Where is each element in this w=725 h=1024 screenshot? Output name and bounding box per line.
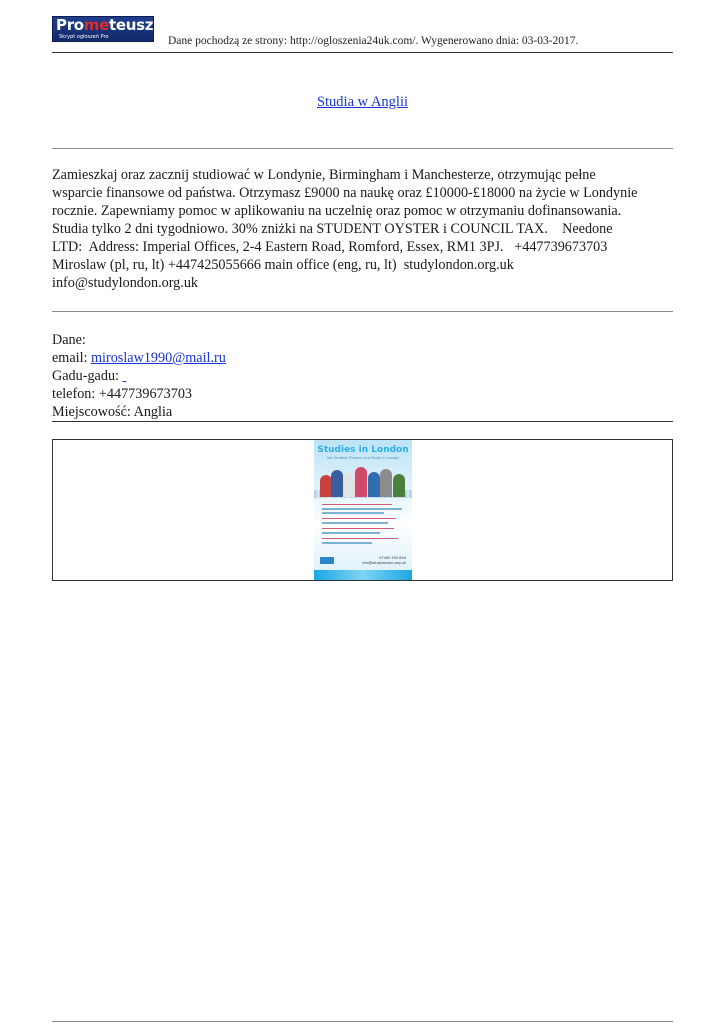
location-value: Anglia: [133, 404, 173, 420]
flyer-students-illustration: [318, 465, 408, 497]
contact-heading: Dane:: [52, 332, 86, 348]
description-line: LTD: Address: Imperial Offices, 2-4 Eastern Road, Romford, Essex, RM1 3PJ. +447739673703: [52, 239, 608, 255]
header-divider: [52, 52, 673, 53]
contact-divider: [52, 421, 673, 422]
description-line: rocznie. Zapewniamy pomoc w aplikowaniu na uczelnię oraz pomoc w otrzymaniu dofinansowania.: [52, 203, 622, 219]
description-line: info@studylondon.org.uk: [52, 275, 199, 291]
title-divider: [52, 148, 673, 149]
flyer-image[interactable]: [314, 440, 412, 580]
flyer-title: Studies in London: [317, 445, 409, 455]
phone-value: +447739673703: [98, 386, 193, 402]
phone-row: telefon: +447739673703: [52, 386, 193, 402]
description-divider: [52, 311, 673, 312]
email-row: email: miroslaw1990@mail.ru: [52, 350, 226, 366]
listing-title-link[interactable]: Studia w Anglii: [316, 94, 409, 110]
flyer-subtitle: Get Student Finance and Study in London: [326, 456, 400, 460]
description-line: Studia tylko 2 dni tygodniowo. 30% zniżki na STUDENT OYSTER i COUNCIL TAX. Needone: [52, 221, 613, 237]
image-frame: [52, 439, 673, 581]
logo-tagline: Skrypt ogłoszeń Pro: [59, 34, 109, 40]
description-line: Miroslaw (pl, ru, lt) +447425055666 main office (eng, ru, lt) studylondon.org.uk: [52, 257, 514, 273]
listing-description: [52, 166, 673, 292]
prometeusz-logo: Prometeusz Skrypt ogłoszeń Pro: [52, 16, 154, 42]
listing-title: [52, 94, 673, 111]
contact-block: [52, 331, 673, 421]
email-link[interactable]: miroslaw1990@mail.ru: [91, 350, 226, 366]
description-line: wsparcie finansowe od państwa. Otrzymasz £9000 na naukę oraz £10000-£18000 na życie w Londynie: [52, 185, 638, 201]
location-row: Miejscowość: Anglia: [52, 404, 173, 420]
gadu-link[interactable]: [123, 368, 127, 384]
flyer-logo: [320, 557, 334, 564]
flyer-contact: 07400 535 894 info@studylondon.org.uk: [362, 556, 406, 565]
source-line: Dane pochodzą ze strony: http://ogloszenia24uk.com/. Wygenerowano dnia: 03-03-2017.: [168, 35, 579, 47]
description-line: Zamieszkaj oraz zacznij studiować w Londynie, Birmingham i Manchesterze, otrzymując pełne: [52, 167, 596, 183]
page: [52, 0, 673, 1024]
footer-divider: [52, 1021, 673, 1022]
gadu-row: Gadu-gadu:: [52, 367, 673, 385]
flyer-wave: [314, 570, 412, 580]
